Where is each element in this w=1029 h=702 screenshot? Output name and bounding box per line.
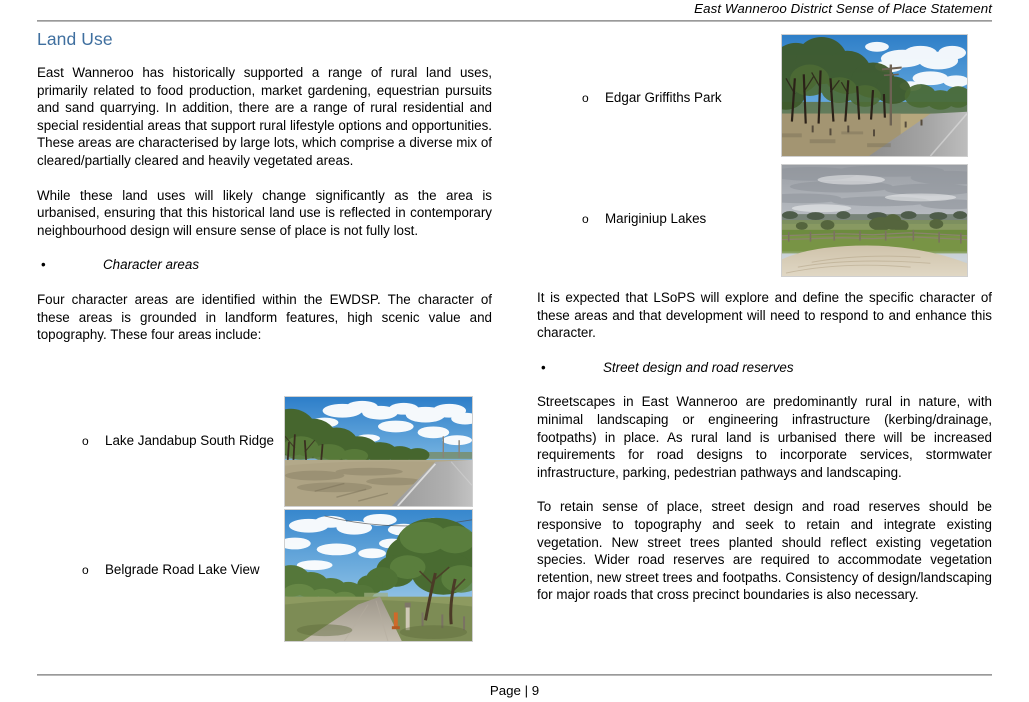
page-number: Page | 9 bbox=[489, 683, 540, 698]
photo-lake-jandabup-south-ridge bbox=[284, 396, 473, 507]
right-paragraph-2: Streetscapes in East Wanneroo are predominantly rural in nature, with minimal landscaping or engineering infrastructure (kerbing/drainage, footpaths) in place. As rural land is urbanised there will be increased requirements for road designs to incorporate services, stormwater infrastructure, parking, pedestrian pathways and landscaping. bbox=[537, 394, 992, 480]
list-item-label: Belgrade Road Lake View bbox=[105, 562, 260, 577]
bullet-character-areas bbox=[37, 256, 492, 274]
hollow-circle-bullet-icon: o bbox=[82, 434, 89, 448]
hollow-circle-bullet-icon: o bbox=[582, 212, 589, 226]
left-paragraph-3: Four character areas are identified within the EWDSP. The character of these areas is grounded in landform features, high scenic value and topography. These four areas include: bbox=[37, 291, 492, 343]
bullet-character-areas-label: Character areas bbox=[103, 257, 200, 273]
page-header bbox=[37, 0, 992, 24]
right-paragraph-3: To retain sense of place, street design and road reserves should be responsive to topography and seek to retain and integrate existing vegetation. New street trees planted should reflect existing vegetation species. Wider road reserves are required to accommodate vegetation retention, new street trees and footpaths. Consistency of design/landscaping for major roads that cross precinct boundaries is also necessary. bbox=[537, 499, 992, 603]
bullet-dot-icon: • bbox=[41, 257, 46, 273]
left-paragraph-1: East Wanneroo has historically supported a range of rural land uses, primarily related to food production, market gardening, equestrian pursuits and sand quarrying. In addition, there are a range of rural residential and special residential areas that support rural lifestyle options and opportunities. These areas are characterised by large lots, which comprise a diverse mix of cleared/partially cleared and heavily vegetated areas. bbox=[37, 65, 492, 168]
left-column bbox=[37, 28, 492, 361]
header-divider bbox=[37, 20, 992, 22]
bullet-street-design-label: Street design and road reserves bbox=[603, 359, 794, 375]
list-item-edgar-griffiths-park bbox=[537, 89, 767, 107]
bullet-street-design bbox=[537, 359, 992, 377]
list-item-label: Lake Jandabup South Ridge bbox=[105, 433, 275, 448]
list-item-label: Mariginiup Lakes bbox=[605, 211, 707, 226]
photo-mariginiup-lakes bbox=[781, 164, 968, 277]
bullet-dot-icon: • bbox=[541, 359, 546, 375]
list-item-lake-jandabup-south-ridge bbox=[37, 432, 285, 450]
list-item-belgrade-road-lake-view bbox=[37, 561, 285, 579]
photo-belgrade-road-lake-view bbox=[284, 509, 473, 642]
hollow-circle-bullet-icon: o bbox=[582, 91, 589, 105]
footer-divider bbox=[37, 674, 992, 676]
right-paragraph-1: It is expected that LSoPS will explore and define the specific character of these areas and that development will need to respond to and enhance this character. bbox=[537, 290, 992, 341]
right-column bbox=[537, 289, 992, 604]
page-footer bbox=[37, 674, 992, 702]
left-paragraph-2: While these land uses will likely change significantly as the area is urbanised, ensuring that this historical land use is reflected in contemporary neighbourhood design will ensure sense of place is not fully lost. bbox=[37, 187, 492, 238]
header-title: East Wanneroo District Sense of Place Statement bbox=[694, 1, 992, 16]
list-item-mariginiup-lakes bbox=[537, 210, 767, 228]
list-item-label: Edgar Griffiths Park bbox=[605, 90, 722, 105]
page-title: Land Use bbox=[37, 29, 113, 49]
hollow-circle-bullet-icon: o bbox=[82, 563, 89, 577]
photo-edgar-griffiths-park bbox=[781, 34, 968, 157]
